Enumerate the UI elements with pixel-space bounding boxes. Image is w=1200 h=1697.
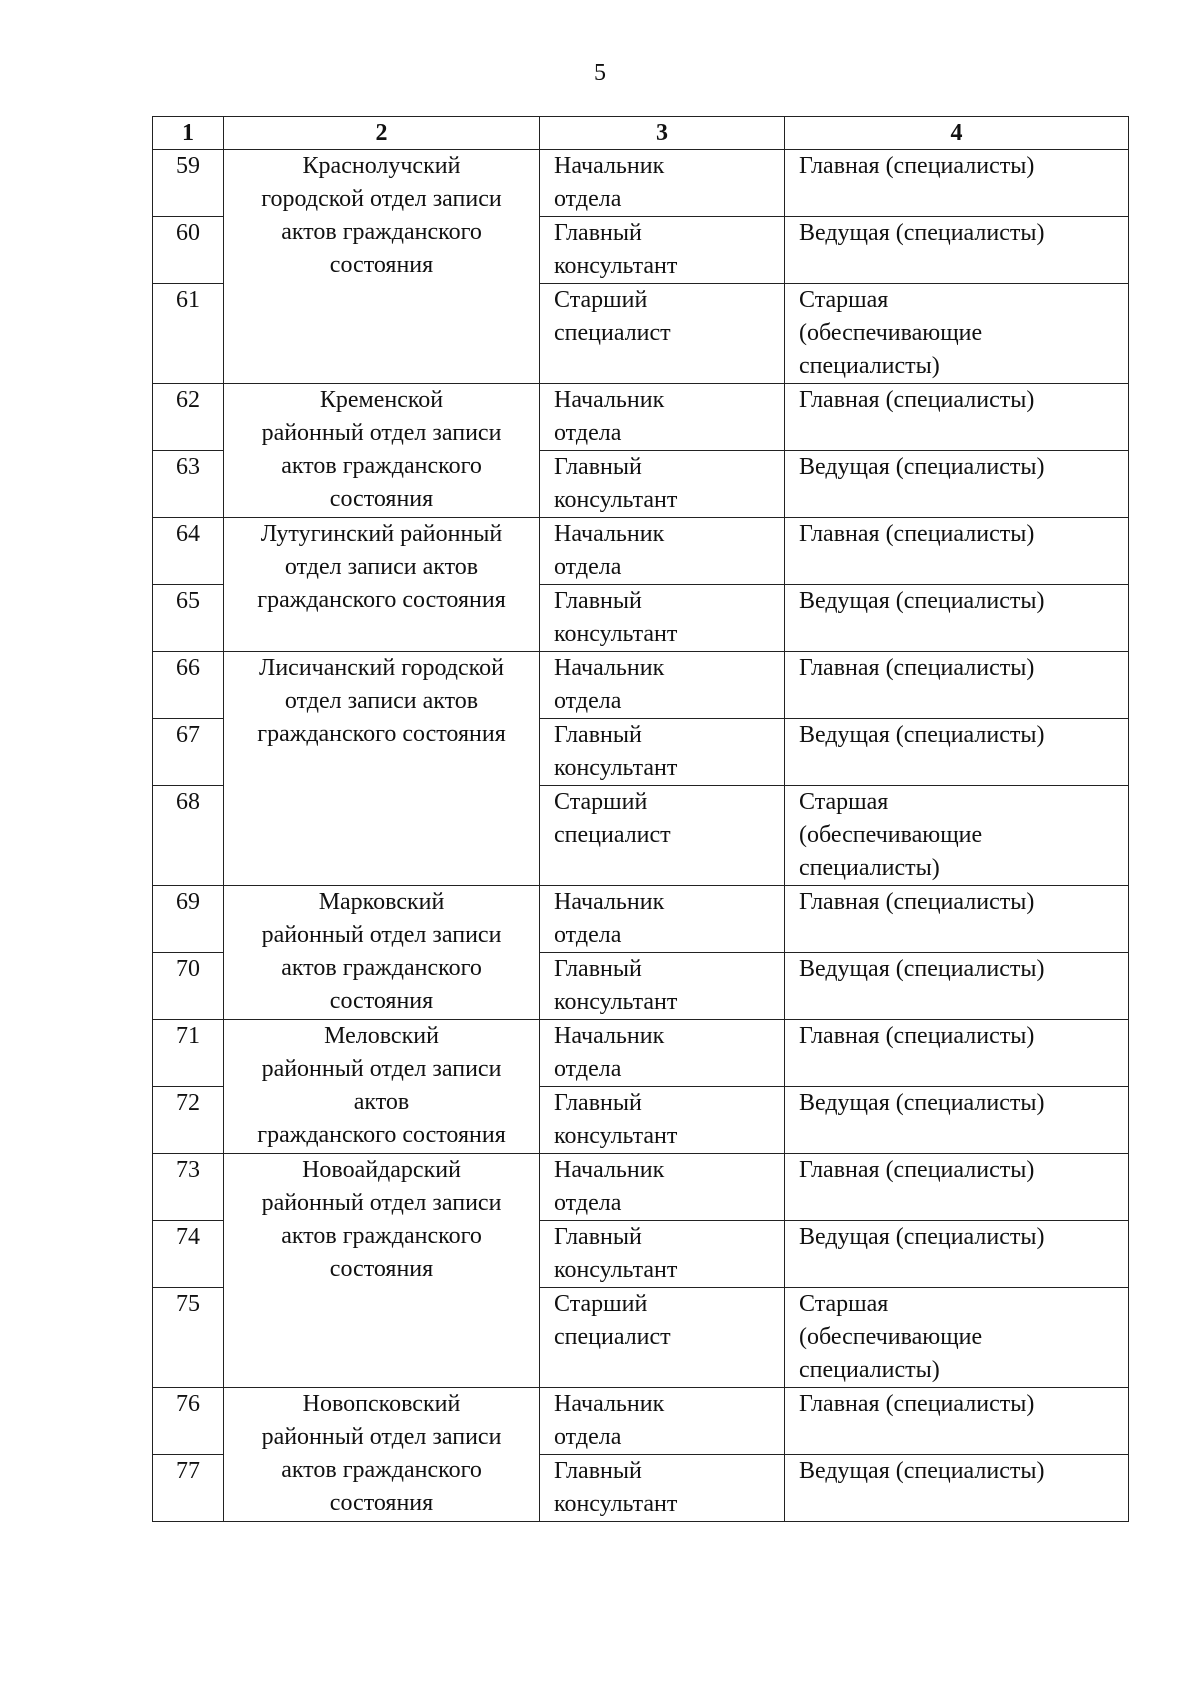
row-number-cell: 68 [153, 786, 224, 886]
position-title-line: Главный [554, 1090, 642, 1116]
row-number-cell: 69 [153, 886, 224, 953]
row-number-cell: 71 [153, 1020, 224, 1087]
position-category-cell [785, 1087, 1129, 1154]
position-title-cell [540, 1221, 785, 1288]
department-name-line: состояния [329, 486, 434, 512]
row-number-cell: 63 [153, 451, 224, 518]
department-name-cell [224, 886, 540, 1020]
department-name-line: актов гражданского [281, 453, 482, 479]
row-number-cell: 75 [153, 1288, 224, 1388]
department-name-line: состояния [329, 1256, 434, 1282]
header-cell-4: 4 [785, 117, 1129, 150]
position-title-cell [540, 518, 785, 585]
position-category-line: Главная (специалисты) [799, 889, 1035, 915]
department-name-line: Лисичанский городской [259, 655, 504, 681]
row-number-cell: 77 [153, 1455, 224, 1522]
department-name-line: Меловский [324, 1023, 439, 1049]
department-name-line: гражданского состояния [257, 587, 506, 613]
position-title-cell [540, 786, 785, 886]
position-category-cell [785, 451, 1129, 518]
department-name-cell [224, 384, 540, 518]
position-title-line: отдела [554, 922, 622, 948]
position-title-line: Главный [554, 956, 642, 982]
position-category-line: Главная (специалисты) [799, 1391, 1035, 1417]
position-title-line: Начальник [554, 655, 665, 681]
position-title-cell [540, 217, 785, 284]
position-category-line: специалисты) [799, 1357, 940, 1383]
position-category-cell [785, 953, 1129, 1020]
row-number-cell: 66 [153, 652, 224, 719]
position-title-line: консультант [554, 487, 678, 513]
position-category-line: Главная (специалисты) [799, 1023, 1035, 1049]
position-title-line: Главный [554, 588, 642, 614]
position-category-cell [785, 518, 1129, 585]
position-title-cell [540, 451, 785, 518]
position-category-cell [785, 384, 1129, 451]
department-name-cell [224, 1388, 540, 1522]
department-name-line: отдел записи актов [284, 554, 479, 580]
position-category-line: Ведущая (специалисты) [799, 588, 1045, 614]
department-name-line: состояния [329, 1490, 434, 1516]
department-name-cell [224, 150, 540, 384]
position-category-cell [785, 1154, 1129, 1221]
department-name-cell [224, 1154, 540, 1388]
table-row [153, 518, 1129, 585]
department-name-line: районный отдел записи [261, 1056, 502, 1082]
position-title-cell [540, 953, 785, 1020]
department-name-cell [224, 652, 540, 886]
position-category-cell [785, 886, 1129, 953]
position-category-line: Ведущая (специалисты) [799, 220, 1045, 246]
position-category-cell [785, 719, 1129, 786]
row-number-cell: 65 [153, 585, 224, 652]
position-title-line: отдела [554, 186, 622, 212]
position-category-line: Ведущая (специалисты) [799, 1224, 1045, 1250]
position-category-line: Старшая [799, 1291, 889, 1317]
position-category-cell [785, 1020, 1129, 1087]
table-row [153, 150, 1129, 217]
position-title-cell [540, 284, 785, 384]
header-cell-3: 3 [540, 117, 785, 150]
department-name-line: актов гражданского [281, 219, 482, 245]
position-category-line: специалисты) [799, 353, 940, 379]
department-name-line: гражданского состояния [257, 1122, 506, 1148]
position-title-line: Старший [554, 287, 648, 313]
position-title-line: Начальник [554, 889, 665, 915]
department-name-line: районный отдел записи [261, 922, 502, 948]
department-name-line: Краснолучский [302, 153, 461, 179]
table-row [153, 886, 1129, 953]
department-name-line: актов гражданского [281, 1457, 482, 1483]
position-title-line: Старший [554, 789, 648, 815]
row-number-cell: 61 [153, 284, 224, 384]
position-title-line: Главный [554, 722, 642, 748]
position-title-cell [540, 1020, 785, 1087]
position-category-line: Ведущая (специалисты) [799, 454, 1045, 480]
position-category-line: Главная (специалисты) [799, 387, 1035, 413]
department-name-line: актов гражданского [281, 955, 482, 981]
department-name-line: актов [353, 1089, 410, 1115]
department-name-line: состояния [329, 252, 434, 278]
position-title-line: отдела [554, 1190, 622, 1216]
department-name-line: Кременской [319, 387, 444, 413]
position-category-line: Ведущая (специалисты) [799, 722, 1045, 748]
position-title-cell [540, 585, 785, 652]
position-title-line: Главный [554, 1224, 642, 1250]
department-name-line: состояния [329, 988, 434, 1014]
position-title-line: специалист [554, 320, 671, 346]
position-title-cell [540, 1087, 785, 1154]
position-title-line: Начальник [554, 1157, 665, 1183]
position-category-cell [785, 217, 1129, 284]
position-title-line: консультант [554, 253, 678, 279]
position-title-line: консультант [554, 755, 678, 781]
position-category-line: Ведущая (специалисты) [799, 1090, 1045, 1116]
row-number-cell: 62 [153, 384, 224, 451]
position-title-line: специалист [554, 1324, 671, 1350]
position-category-cell [785, 150, 1129, 217]
position-category-cell [785, 652, 1129, 719]
row-number-cell: 60 [153, 217, 224, 284]
position-category-cell [785, 1221, 1129, 1288]
position-title-line: отдела [554, 554, 622, 580]
department-name-line: отдел записи актов [284, 688, 479, 714]
position-title-line: Начальник [554, 1023, 665, 1049]
row-number-cell: 72 [153, 1087, 224, 1154]
department-name-line: Марковский [318, 889, 445, 915]
position-title-line: консультант [554, 621, 678, 647]
position-title-line: отдела [554, 1424, 622, 1450]
position-title-cell [540, 652, 785, 719]
position-title-line: отдела [554, 1056, 622, 1082]
position-category-cell [785, 1455, 1129, 1522]
position-title-line: консультант [554, 1257, 678, 1283]
row-number-cell: 76 [153, 1388, 224, 1455]
position-title-cell [540, 1455, 785, 1522]
department-name-line: актов гражданского [281, 1223, 482, 1249]
position-title-cell [540, 886, 785, 953]
position-title-line: консультант [554, 989, 678, 1015]
row-number-cell: 70 [153, 953, 224, 1020]
position-title-line: консультант [554, 1491, 678, 1517]
position-title-line: Главный [554, 220, 642, 246]
position-title-line: Начальник [554, 1391, 665, 1417]
position-title-line: Главный [554, 1458, 642, 1484]
table-row [153, 384, 1129, 451]
row-number-cell: 74 [153, 1221, 224, 1288]
position-category-cell [785, 786, 1129, 886]
position-title-line: Начальник [554, 153, 665, 179]
position-category-line: Ведущая (специалисты) [799, 1458, 1045, 1484]
header-cell-2: 2 [224, 117, 540, 150]
position-category-line: Главная (специалисты) [799, 655, 1035, 681]
position-category-line: Старшая [799, 287, 889, 313]
position-title-line: отдела [554, 420, 622, 446]
position-title-cell [540, 384, 785, 451]
department-name-cell [224, 518, 540, 652]
page-number: 5 [594, 60, 606, 86]
position-title-line: Начальник [554, 387, 665, 413]
department-name-cell [224, 1020, 540, 1154]
position-category-cell [785, 585, 1129, 652]
row-number-cell: 59 [153, 150, 224, 217]
position-category-line: Старшая [799, 789, 889, 815]
position-title-line: отдела [554, 688, 622, 714]
row-number-cell: 67 [153, 719, 224, 786]
position-title-cell [540, 1154, 785, 1221]
department-name-line: районный отдел записи [261, 420, 502, 446]
position-title-line: Старший [554, 1291, 648, 1317]
position-category-line: (обеспечивающие [799, 1324, 983, 1350]
position-title-line: консультант [554, 1123, 678, 1149]
position-category-cell [785, 1288, 1129, 1388]
department-name-line: Новоайдарский [302, 1157, 461, 1183]
position-category-line: Главная (специалисты) [799, 1157, 1035, 1183]
position-category-line: Ведущая (специалисты) [799, 956, 1045, 982]
row-number-cell: 73 [153, 1154, 224, 1221]
table-body [153, 117, 1129, 1522]
position-title-cell [540, 150, 785, 217]
department-name-line: районный отдел записи [261, 1190, 502, 1216]
position-category-line: Главная (специалисты) [799, 521, 1035, 547]
department-name-line: районный отдел записи [261, 1424, 502, 1450]
position-category-line: (обеспечивающие [799, 822, 983, 848]
position-category-cell [785, 284, 1129, 384]
header-row [153, 117, 1129, 150]
position-category-line: (обеспечивающие [799, 320, 983, 346]
table-row [153, 1154, 1129, 1221]
department-name-line: Новопсковский [302, 1391, 461, 1417]
position-title-line: Главный [554, 454, 642, 480]
position-title-line: Начальник [554, 521, 665, 547]
position-title-cell [540, 719, 785, 786]
position-category-line: Главная (специалисты) [799, 153, 1035, 179]
staff-positions-table [152, 116, 1129, 1522]
department-name-line: гражданского состояния [257, 721, 506, 747]
position-category-line: специалисты) [799, 855, 940, 881]
position-title-line: специалист [554, 822, 671, 848]
table-row [153, 1020, 1129, 1087]
position-category-cell [785, 1388, 1129, 1455]
department-name-line: городской отдел записи [261, 186, 502, 212]
header-cell-1: 1 [153, 117, 224, 150]
department-name-line: Лутугинский районный [260, 521, 503, 547]
position-title-cell [540, 1288, 785, 1388]
row-number-cell: 64 [153, 518, 224, 585]
position-title-cell [540, 1388, 785, 1455]
table-row [153, 652, 1129, 719]
table-row [153, 1388, 1129, 1455]
